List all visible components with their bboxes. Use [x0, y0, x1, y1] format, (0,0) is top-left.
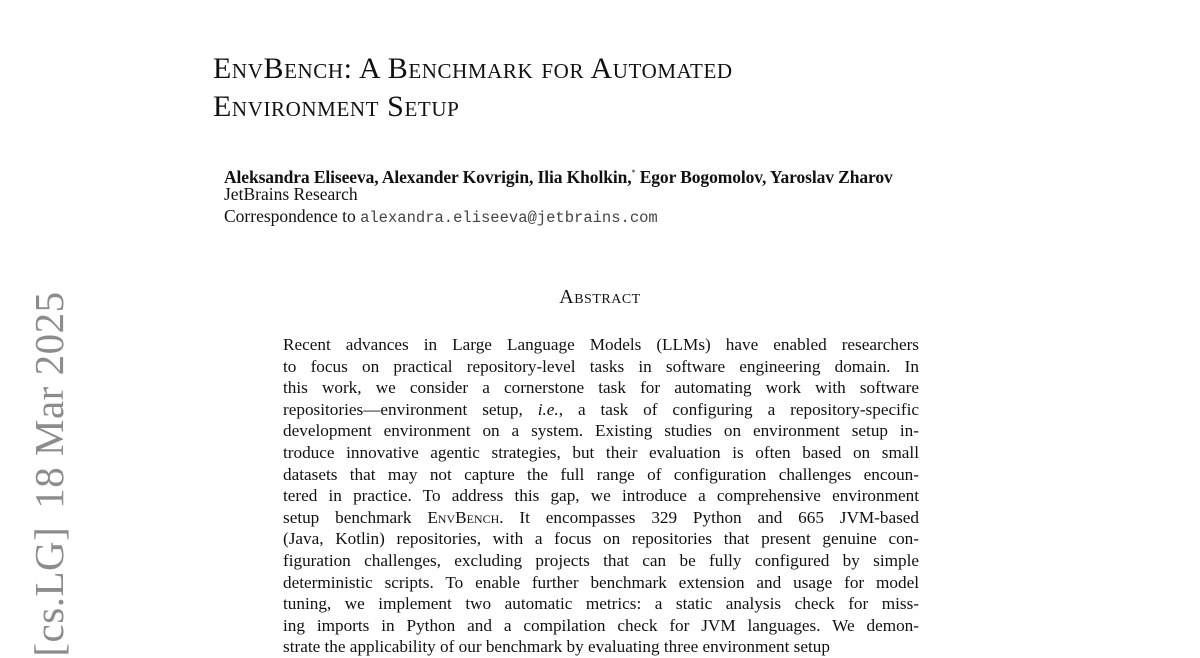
abstract-line: figuration challenges, excluding projects that can be fully configured by simple: [283, 550, 919, 570]
paper-title-line-1: EnvBench: A Benchmark for Automated: [213, 52, 733, 85]
arxiv-stamp: [25, 291, 73, 656]
paper-title-line-2: Environment Setup: [213, 90, 460, 123]
abstract-line: repositories—environment setup, i.e., a task of configuring a repository-specific: [283, 399, 919, 419]
paper-title: [213, 50, 733, 126]
abstract-line: to focus on practical repository-level tasks in software engineering domain. In: [283, 356, 919, 376]
abstract-line: development environment on a system. Existing studies on environment setup in-: [283, 421, 919, 441]
abstract-line: deterministic scripts. To enable further benchmark extension and usage for model: [283, 572, 919, 592]
abstract-line: this work, we consider a cornerstone task for automating work with software: [283, 378, 919, 398]
abstract-line: setup benchmark EnvBench. It encompasses 329 Python and 665 JVM-based: [283, 507, 919, 527]
author-names-part-2: Egor Bogomolov, Yaroslav Zharov: [635, 167, 893, 187]
arxiv-category: [cs.LG]: [26, 526, 72, 657]
author-names-part-1: Aleksandra Eliseeva, Alexander Kovrigin, Ilia Kholkin,: [224, 167, 632, 187]
abstract-line: strate the applicability of our benchmark by evaluating three environment setup: [283, 637, 830, 657]
abstract-line: tuning, we implement two automatic metrics: a static analysis check for miss-: [283, 594, 919, 614]
abstract-line: tered in practice. To address this gap, we introduce a comprehensive environment: [283, 486, 919, 506]
correspondence: [224, 205, 658, 229]
abstract-line: datasets that may not capture the full range of configuration challenges encoun-: [283, 464, 919, 484]
abstract-line: Recent advances in Large Language Models (LLMs) have enabled researchers: [283, 335, 919, 354]
correspondence-label: Correspondence to: [224, 206, 361, 226]
affiliation: JetBrains Research: [224, 184, 358, 204]
footnote-mark: *: [631, 168, 636, 177]
correspondence-email[interactable]: alexandra.eliseeva@jetbrains.com: [360, 209, 658, 227]
abstract-heading: Abstract: [559, 286, 641, 308]
abstract-line: ing imports in Python and a compilation check for JVM languages. We demon-: [283, 615, 919, 635]
abstract-line: (Java, Kotlin) repositories, with a focus on repositories that present genuine con-: [283, 529, 919, 549]
arxiv-date: 18 Mar 2025: [26, 291, 72, 509]
abstract-body: [283, 334, 919, 658]
abstract-line: troduce innovative agentic strategies, but their evaluation is often based on small: [283, 442, 919, 462]
